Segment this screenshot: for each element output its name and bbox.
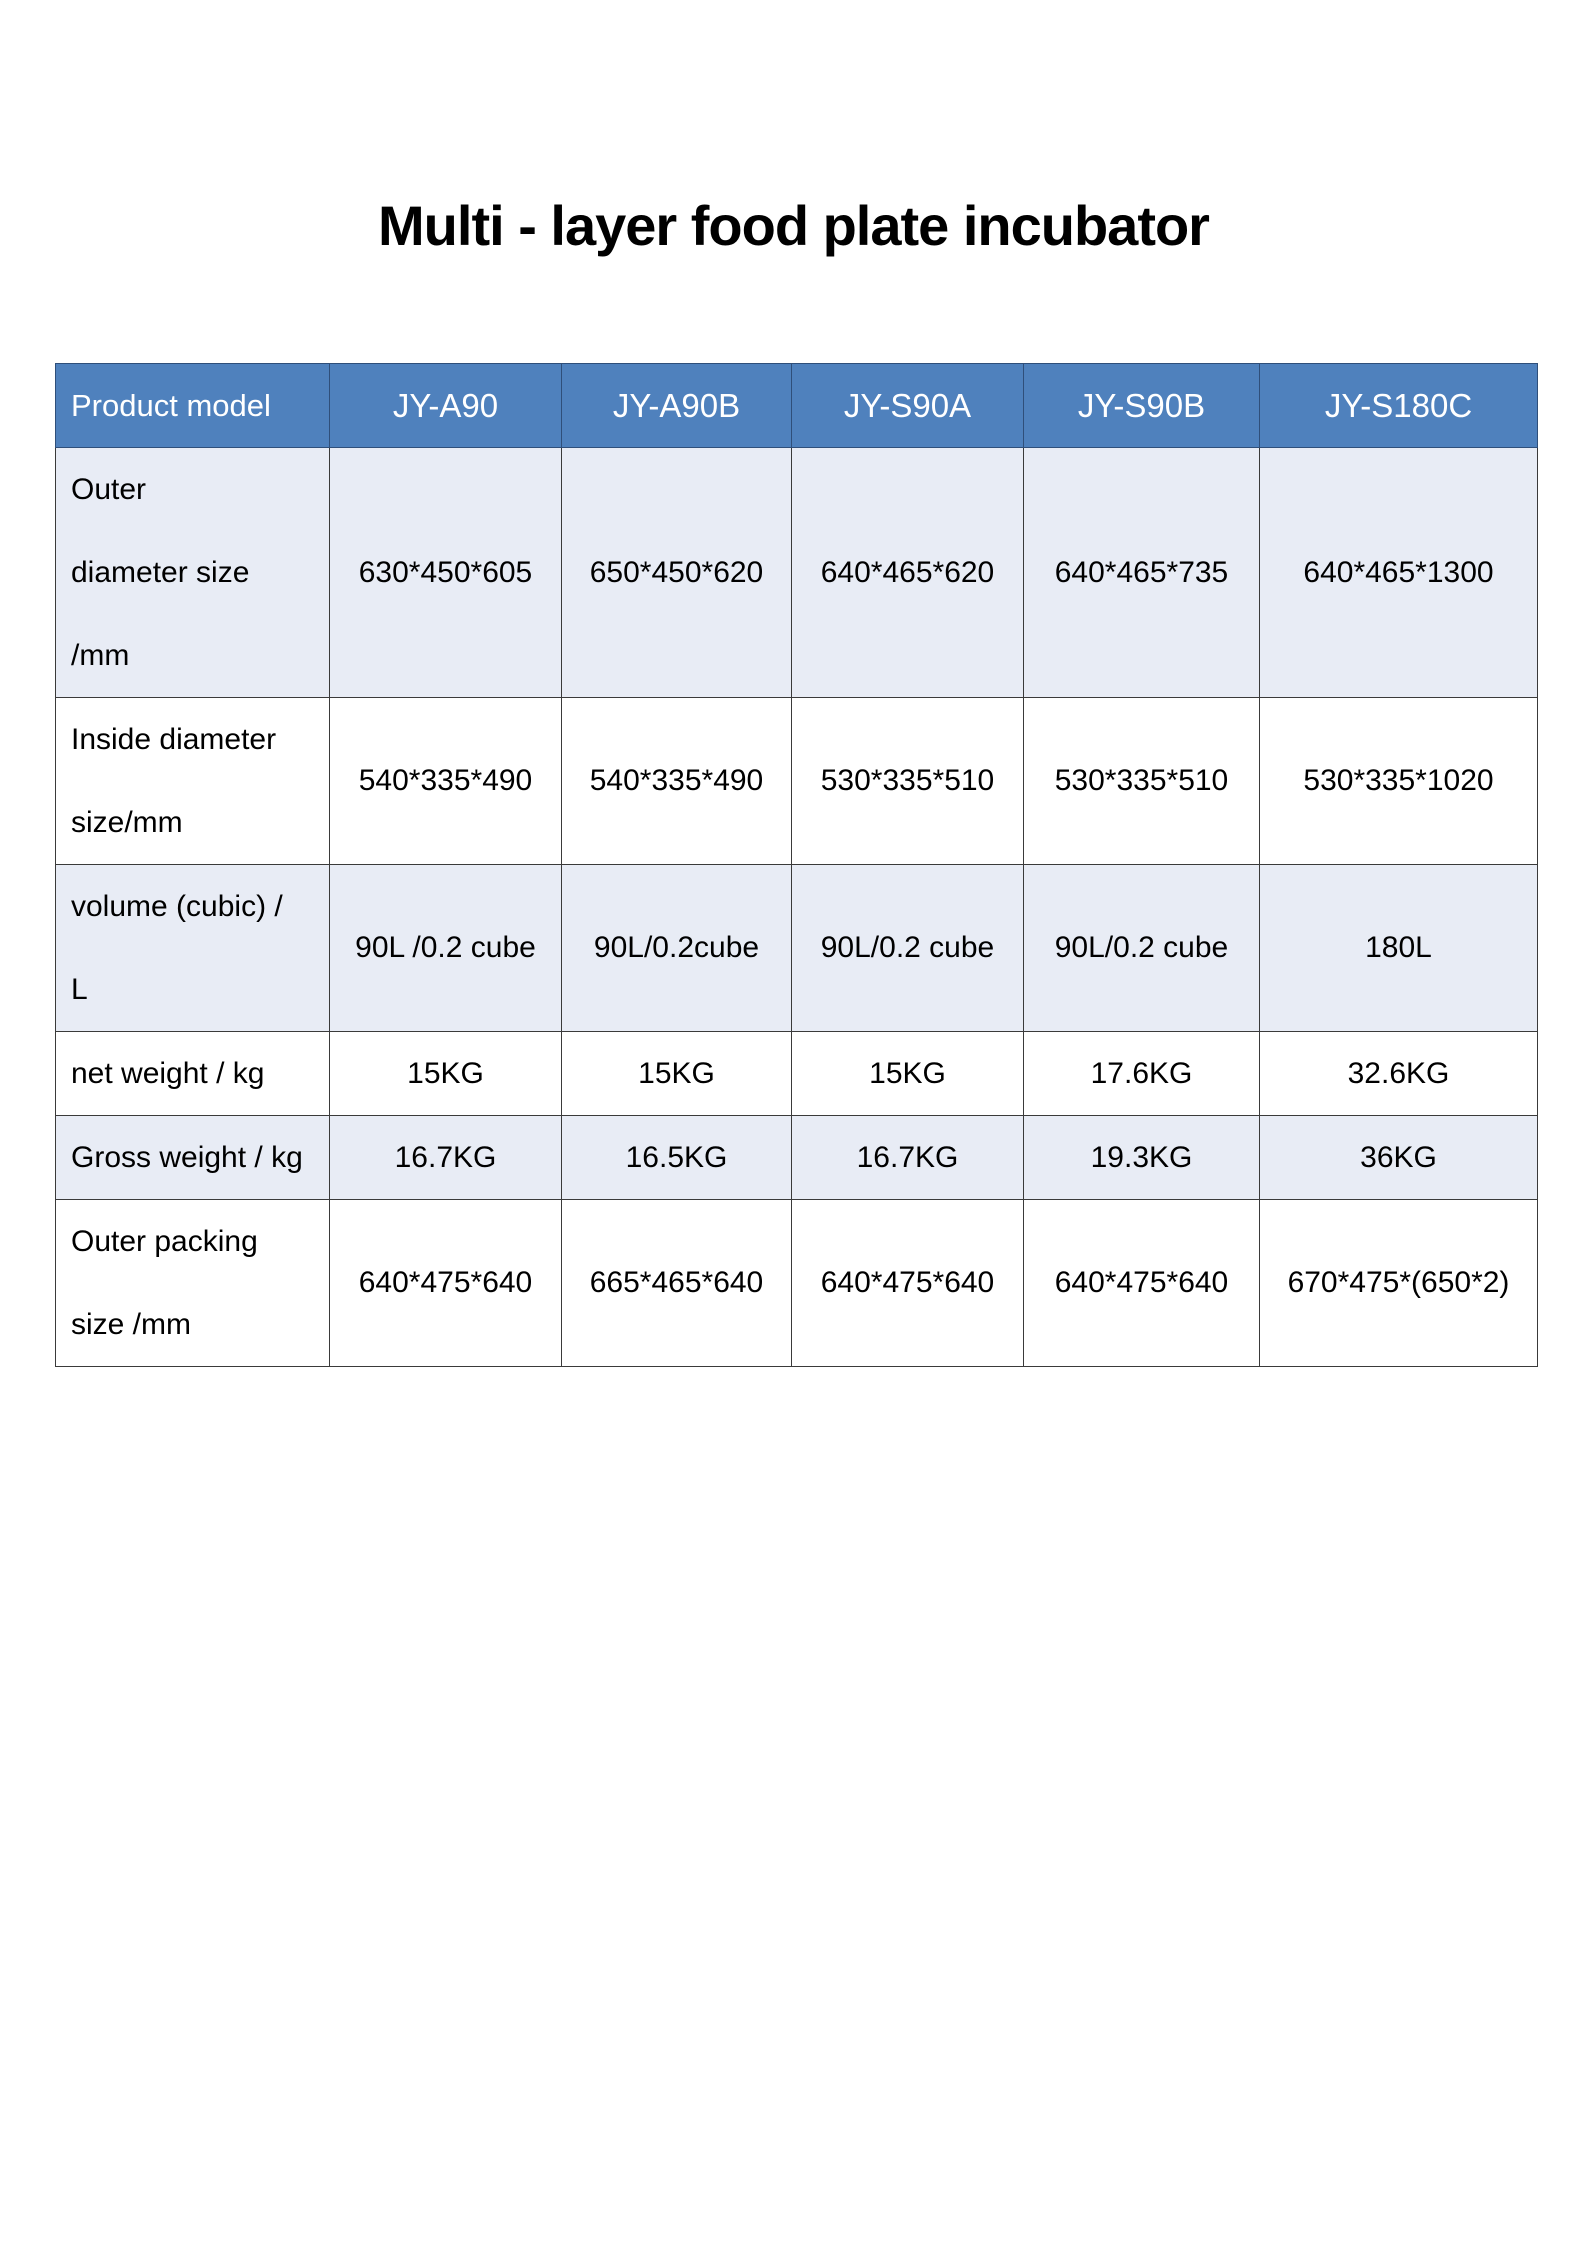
header-cell-model: JY-S90A bbox=[792, 364, 1024, 448]
table-cell: 19.3KG bbox=[1024, 1116, 1260, 1200]
table-header-row bbox=[56, 364, 1538, 448]
spec-table bbox=[55, 363, 1538, 1367]
header-cell-model: JY-A90B bbox=[562, 364, 792, 448]
header-cell-model: JY-A90 bbox=[330, 364, 562, 448]
row-label-line: diameter size bbox=[71, 556, 250, 589]
table-cell: 36KG bbox=[1260, 1116, 1538, 1200]
table-cell: 530*335*1020 bbox=[1260, 698, 1538, 865]
table-row bbox=[56, 1200, 1538, 1367]
table-cell: 16.5KG bbox=[562, 1116, 792, 1200]
table-cell: 15KG bbox=[792, 1032, 1024, 1116]
row-label bbox=[56, 698, 330, 865]
table-cell: 540*335*490 bbox=[562, 698, 792, 865]
row-label bbox=[56, 865, 330, 1032]
row-label-line: volume (cubic) / bbox=[71, 890, 283, 923]
row-label-line: L bbox=[71, 973, 88, 1006]
table-cell: 180L bbox=[1260, 865, 1538, 1032]
table-cell: 640*465*735 bbox=[1024, 448, 1260, 698]
table-cell: 640*465*1300 bbox=[1260, 448, 1538, 698]
table-cell: 530*335*510 bbox=[1024, 698, 1260, 865]
table-cell: 630*450*605 bbox=[330, 448, 562, 698]
table-cell: 665*465*640 bbox=[562, 1200, 792, 1367]
table-cell: 17.6KG bbox=[1024, 1032, 1260, 1116]
table-cell: 530*335*510 bbox=[792, 698, 1024, 865]
row-label bbox=[56, 1032, 330, 1116]
table-cell: 16.7KG bbox=[330, 1116, 562, 1200]
row-label-line: Outer bbox=[71, 473, 147, 506]
table-cell: 540*335*490 bbox=[330, 698, 562, 865]
row-label-line: net weight / kg bbox=[71, 1057, 265, 1090]
table-cell: 640*465*620 bbox=[792, 448, 1024, 698]
table-cell: 640*475*640 bbox=[792, 1200, 1024, 1367]
row-label-line: /mm bbox=[71, 639, 130, 672]
header-cell-model: JY-S180C bbox=[1260, 364, 1538, 448]
row-label bbox=[56, 448, 330, 698]
row-label-line: Outer packing bbox=[71, 1225, 258, 1258]
table-cell: 16.7KG bbox=[792, 1116, 1024, 1200]
row-label-line: size/mm bbox=[71, 806, 183, 839]
table-row bbox=[56, 1032, 1538, 1116]
row-label bbox=[56, 1116, 330, 1200]
table-cell: 90L/0.2cube bbox=[562, 865, 792, 1032]
table-row bbox=[56, 865, 1538, 1032]
table-cell: 640*475*640 bbox=[1024, 1200, 1260, 1367]
row-label-line: size /mm bbox=[71, 1308, 191, 1341]
table-row bbox=[56, 448, 1538, 698]
table-cell: 640*475*640 bbox=[330, 1200, 562, 1367]
table-row bbox=[56, 1116, 1538, 1200]
row-label bbox=[56, 1200, 330, 1367]
table-cell: 32.6KG bbox=[1260, 1032, 1538, 1116]
table-cell: 670*475*(650*2) bbox=[1260, 1200, 1538, 1367]
table-cell: 90L/0.2 cube bbox=[792, 865, 1024, 1032]
header-cell-model: JY-S90B bbox=[1024, 364, 1260, 448]
row-label-line: Gross weight / kg bbox=[71, 1141, 303, 1174]
table-cell: 650*450*620 bbox=[562, 448, 792, 698]
row-label-line: Inside diameter bbox=[71, 723, 277, 756]
table-cell: 15KG bbox=[330, 1032, 562, 1116]
table-cell: 15KG bbox=[562, 1032, 792, 1116]
header-cell-product-model: Product model bbox=[56, 364, 330, 448]
table-cell: 90L /0.2 cube bbox=[330, 865, 562, 1032]
page-title: Multi - layer food plate incubator bbox=[378, 194, 1209, 257]
table-row bbox=[56, 698, 1538, 865]
table-cell: 90L/0.2 cube bbox=[1024, 865, 1260, 1032]
